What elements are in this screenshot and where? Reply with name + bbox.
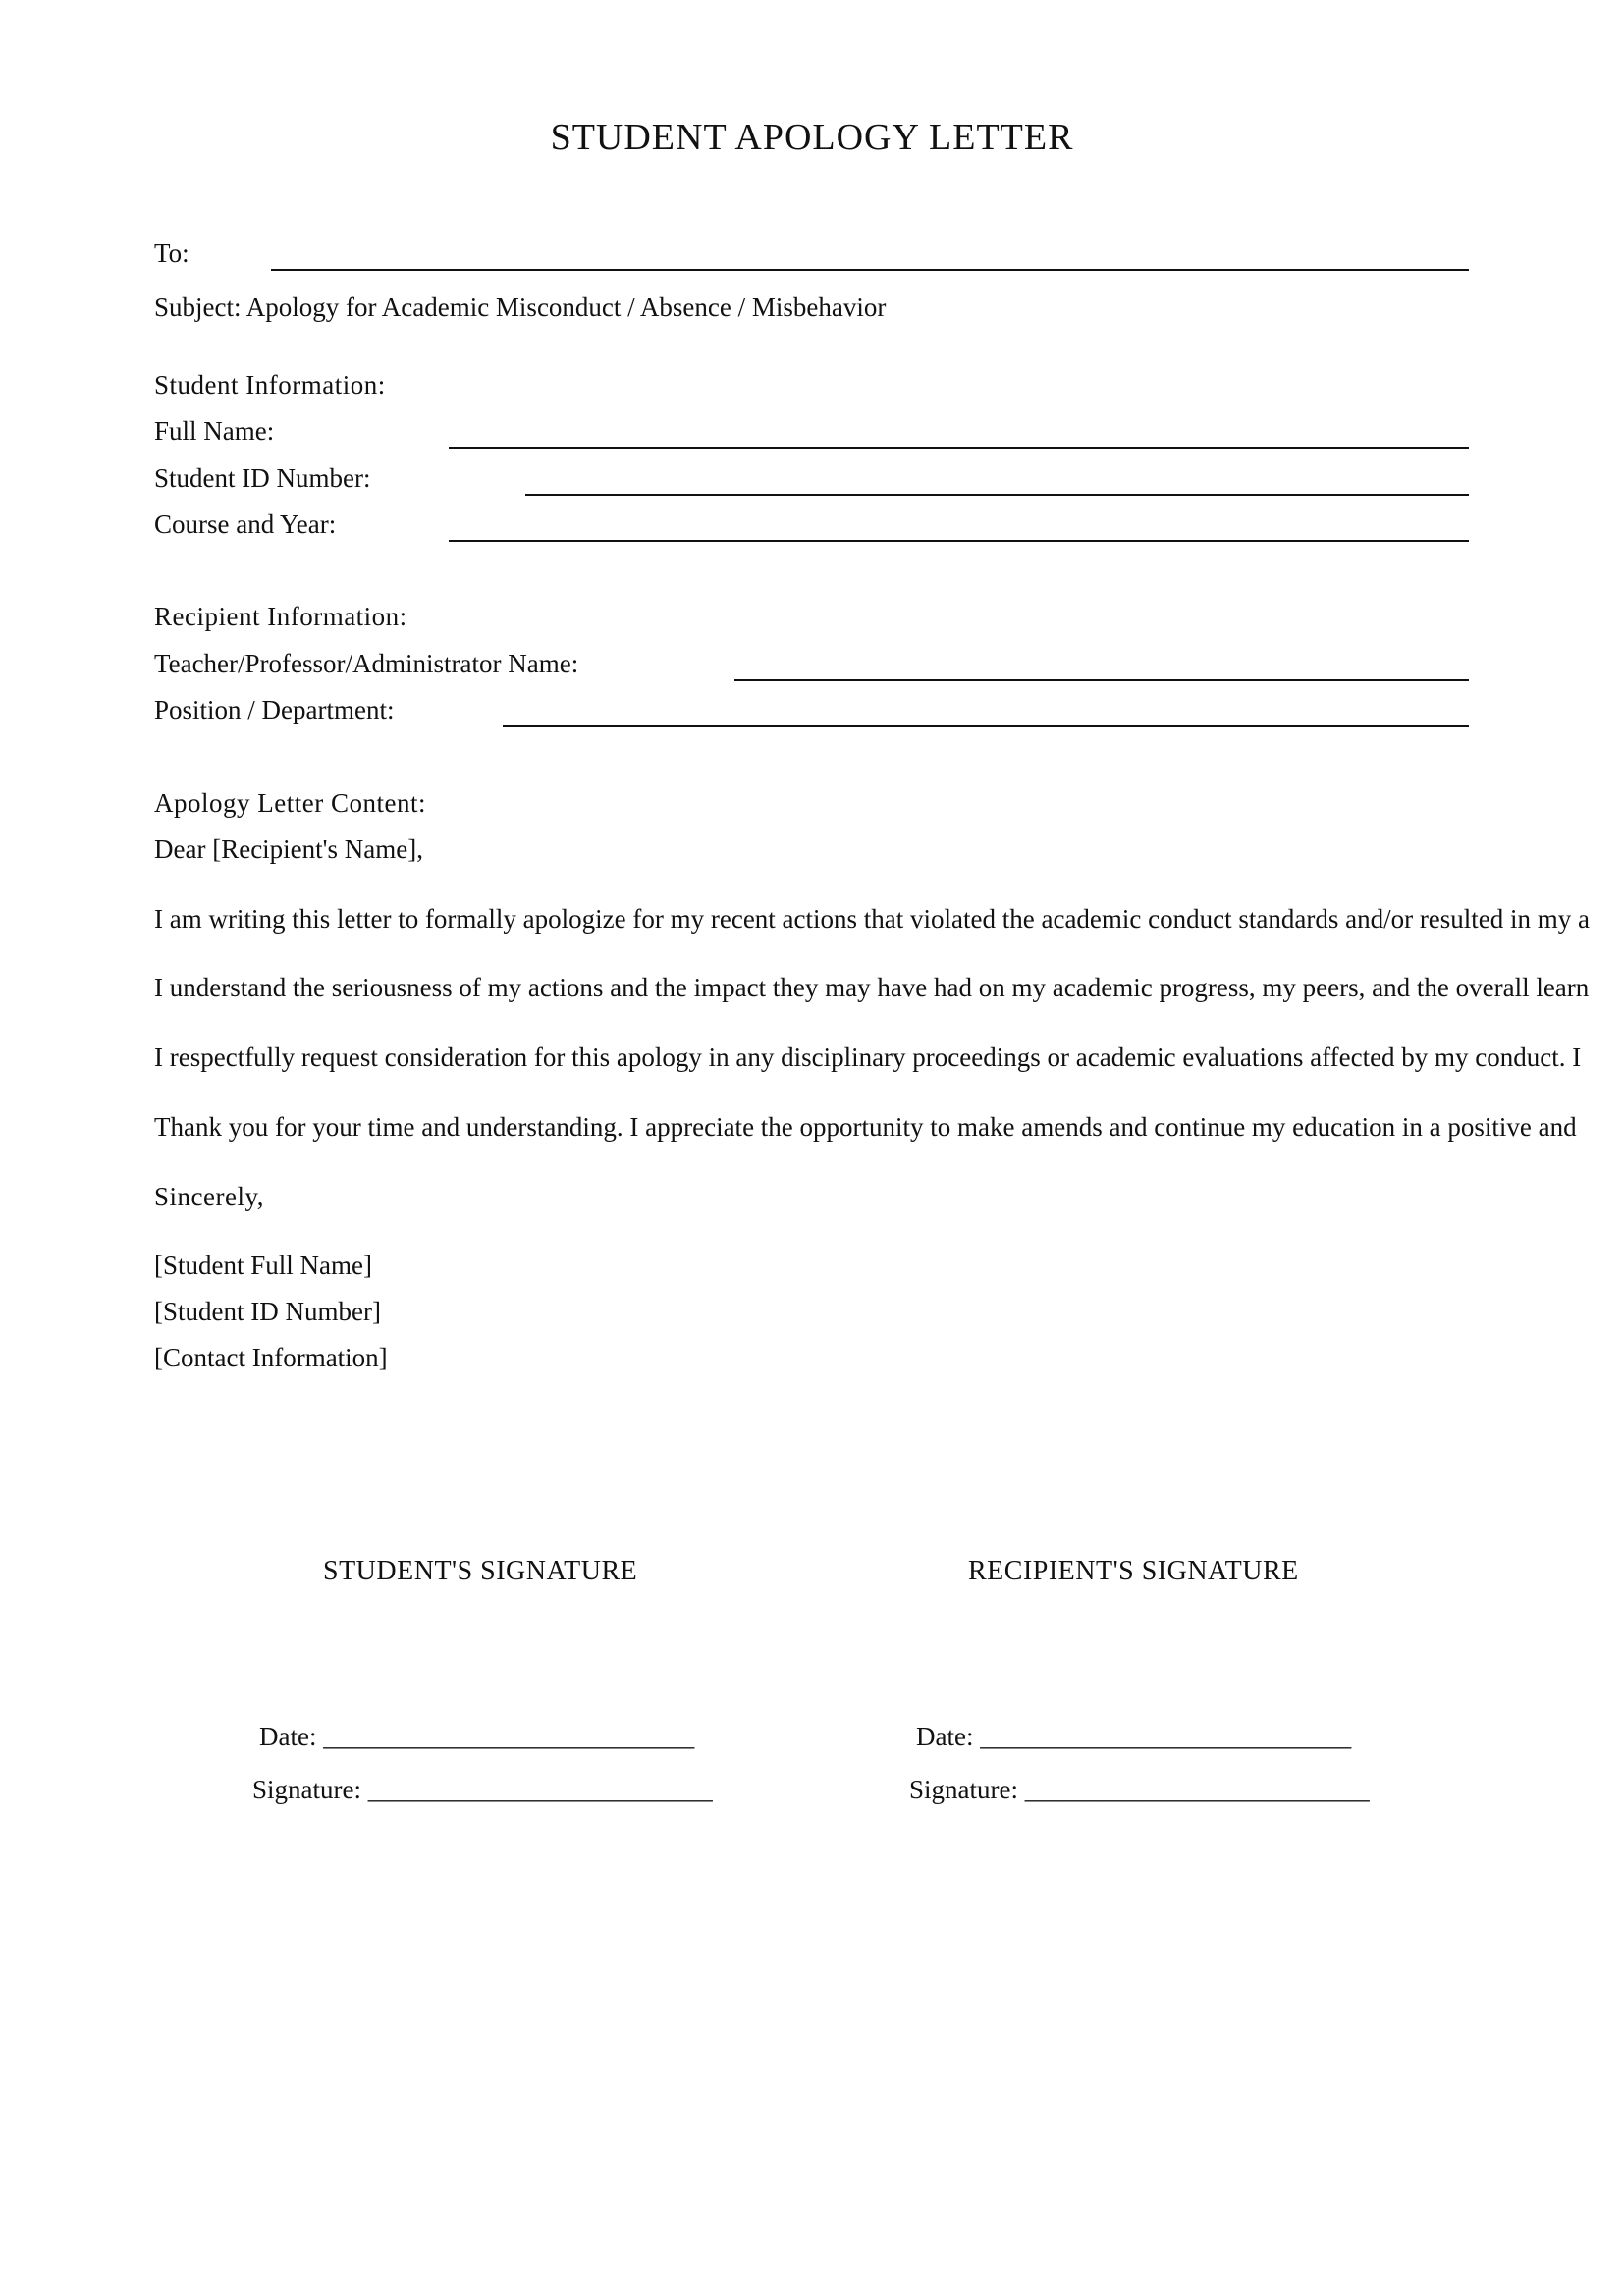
student-id-label: Student ID Number:	[154, 463, 371, 493]
subject-line: Subject: Apology for Academic Misconduct / Absence / Misbehavior	[154, 293, 887, 322]
document-title: STUDENT APOLOGY LETTER	[550, 117, 1074, 158]
student-date-field[interactable]: Date: ____________________________	[259, 1722, 695, 1751]
signoff-name: [Student Full Name]	[154, 1251, 372, 1280]
letter-salutation: Dear [Recipient's Name],	[154, 834, 423, 864]
to-field-line[interactable]	[271, 269, 1469, 271]
position-department-label: Position / Department:	[154, 695, 395, 724]
recipient-name-field-line[interactable]	[734, 679, 1469, 681]
recipient-signature-field[interactable]: Signature: __________________________	[909, 1775, 1370, 1804]
letter-paragraph-1: I am writing this letter to formally apologize for my recent actions that violated the academic conduct standards and/or resulted in my a	[154, 904, 1591, 934]
letter-closing: Sincerely,	[154, 1182, 264, 1211]
student-signature-heading: STUDENT'S SIGNATURE	[323, 1556, 638, 1586]
student-id-field-line[interactable]	[525, 494, 1469, 496]
letter-paragraph-3: I respectfully request consideration for this apology in any disciplinary proceedings or academic evaluations affected by my conduct. I	[154, 1042, 1582, 1072]
recipient-signature-heading: RECIPIENT'S SIGNATURE	[968, 1556, 1299, 1586]
course-year-field-line[interactable]	[449, 540, 1469, 542]
recipient-name-label: Teacher/Professor/Administrator Name:	[154, 649, 579, 678]
position-department-field-line[interactable]	[503, 725, 1469, 727]
full-name-label: Full Name:	[154, 416, 275, 446]
letter-paragraph-2: I understand the seriousness of my actions and the impact they may have had on my academic progress, my peers, and the overall learn	[154, 973, 1590, 1002]
student-signature-field[interactable]: Signature: __________________________	[252, 1775, 713, 1804]
letter-paragraph-4: Thank you for your time and understanding. I appreciate the opportunity to make amends and continue my education in a positive and	[154, 1112, 1577, 1142]
recipient-info-heading: Recipient Information:	[154, 602, 407, 631]
signoff-contact: [Contact Information]	[154, 1343, 388, 1372]
signoff-student-id: [Student ID Number]	[154, 1297, 381, 1326]
full-name-field-line[interactable]	[449, 447, 1469, 449]
to-label: To:	[154, 239, 189, 268]
student-info-heading: Student Information:	[154, 370, 386, 400]
recipient-date-field[interactable]: Date: ____________________________	[916, 1722, 1352, 1751]
letter-content-heading: Apology Letter Content:	[154, 788, 426, 818]
course-year-label: Course and Year:	[154, 509, 337, 539]
